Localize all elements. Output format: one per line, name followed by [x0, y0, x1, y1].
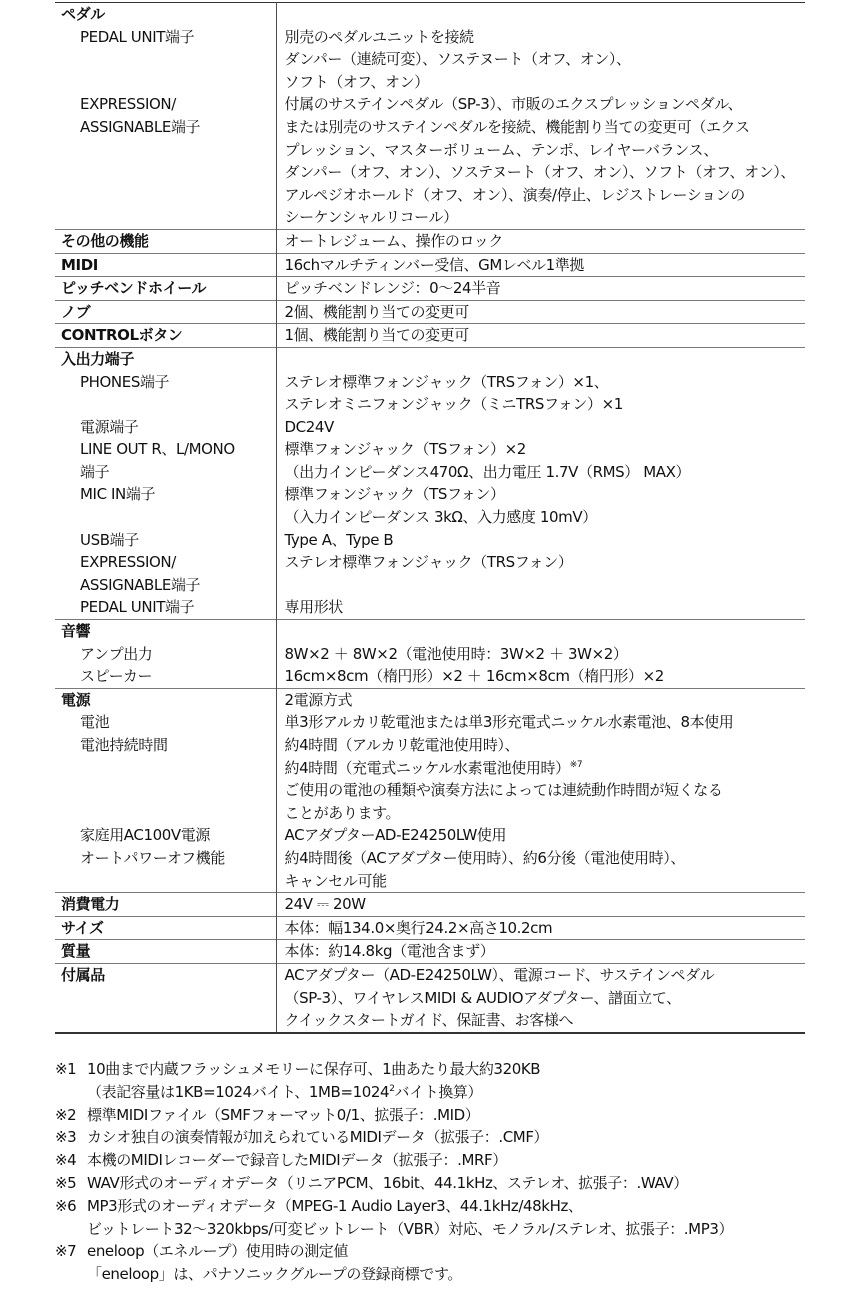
- spec-value: 8W×2 ＋ 8W×2（電池使用時：3W×2 ＋ 3W×2）: [284, 644, 628, 663]
- footnote-text: eneloop（エネループ）使用時の測定値 「eneloop」は、パナソニックグループの登録商標です。: [87, 1242, 462, 1284]
- spec-label-cell: [55, 847, 276, 893]
- spec-value: DC24V: [284, 417, 334, 436]
- spec-value: ACアダプター（AD-E24250LW）、電源コード、サステインペダル （SP-3）、ワイヤレスMIDI & AUDIOアダプター、譜面立て、 クイックスタートガイド、保証書、お客様へ: [276, 963, 805, 1032]
- spec-category-label: 入出力端子: [61, 349, 135, 368]
- spec-value: 標準フォンジャック（TSフォン）×2 （出力インピーダンス470Ω、出力電圧 1.7V（RMS） MAX）: [284, 440, 691, 481]
- spec-item-label: スピーカー: [80, 667, 153, 686]
- spec-label-cell: [55, 277, 276, 301]
- spec-label-cell: [55, 734, 276, 824]
- footnote-text: 標準MIDIファイル（SMFフォーマット0/1、拡張子：.MID）: [87, 1105, 480, 1124]
- spec-row: [55, 824, 805, 847]
- spec-value: 標準フォンジャック（TSフォン） （入力インピーダンス 3kΩ、入力感度 10mV）: [284, 485, 597, 527]
- spec-row: [55, 277, 805, 301]
- footnote-mark: ※4: [55, 1151, 77, 1170]
- spec-label-cell: [55, 416, 276, 439]
- footnote-mark: ※3: [55, 1128, 77, 1147]
- footnotes: [55, 1058, 815, 1286]
- spec-label-cell: [55, 26, 276, 94]
- spec-row: [55, 371, 805, 416]
- spec-category-label: CONTROLボタン: [61, 326, 183, 345]
- footnote-text: MP3形式のオーディオデータ（MPEG-1 Audio Layer3、44.1kHz/48kHz、 ビットレート32～320kbps/可変ビットレート（VBR）対応、モノラル/ステレオ、拡張子：.MP3）: [87, 1196, 734, 1238]
- spec-label-cell: [55, 916, 276, 940]
- footnote-text: 10曲まで内蔵フラッシュメモリーに保存可、1曲あたり最大約320KB （表記容量は1KB=1024バイト、$1MB=1024^2$バイト換算）: [87, 1060, 541, 1101]
- spec-value: 別売のペダルユニットを接続 ダンパー（連続可変）、ソステヌート（オフ、オン）、 ソフト（オフ、オン）: [284, 27, 631, 91]
- spec-item-label: LINE OUT R、L/MONO 端子: [80, 440, 235, 481]
- spec-label-cell: [55, 643, 276, 666]
- spec-row: [55, 438, 805, 483]
- spec-item-label: MIC IN端子: [80, 485, 156, 504]
- footnote-text: カシオ独自の演奏情報が加えられているMIDIデータ（拡張子：.CMF）: [87, 1128, 549, 1147]
- footnote: [55, 1195, 815, 1241]
- spec-row: [55, 253, 805, 277]
- spec-label-cell: [55, 347, 276, 370]
- spec-row: [55, 26, 805, 94]
- spec-label-cell: [55, 300, 276, 324]
- spec-label-cell: [55, 483, 276, 528]
- footnote: [55, 1104, 815, 1127]
- spec-row: [55, 93, 805, 229]
- spec-row: [55, 734, 805, 824]
- footnote: [55, 1240, 815, 1286]
- spec-row: [55, 596, 805, 619]
- spec-item-label: 電池持続時間: [80, 736, 168, 754]
- spec-value: 付属のサステインペダル（SP-3）、市販のエクスプレッションペダル、 または別売のサステインペダルを接続、機能割り当ての変更可（エクス プレッション、マスターボリューム、テンポ、レイヤーバランス、 ダンパー（オフ、オン）、ソステヌート（オフ、オン）、ソフト（オフ、オン）、 アルペジオホールド（オフ、オン）、演奏/停止、レジストレーションの シーケンシャルリコール）: [284, 95, 796, 227]
- footnote-mark: ※2: [55, 1105, 77, 1124]
- spec-value: 本体：約14.8kg（電池含まず）: [276, 940, 805, 964]
- spec-label-cell: [55, 371, 276, 416]
- spec-row: [55, 665, 805, 688]
- spec-label-cell: [55, 3, 276, 26]
- spec-value: [276, 3, 805, 26]
- spec-category-label: ノブ: [61, 302, 91, 321]
- spec-value: 約4時間（アルカリ乾電池使用時）、 約4時間（充電式ニッケル水素電池使用時）$^{※7}$ ご使用の電池の種類や演奏方法によっては連続動作時間が短くなる ことがあります。: [284, 736, 723, 822]
- footnote-text: 本機のMIDIレコーダーで録音したMIDIデータ（拡張子：.MRF）: [87, 1151, 507, 1170]
- spec-label-cell: [55, 529, 276, 552]
- spec-label-cell: [55, 253, 276, 277]
- spec-label-cell: [55, 324, 276, 348]
- spec-item-label: EXPRESSION/ ASSIGNABLE端子: [80, 553, 201, 594]
- spec-row: [55, 3, 805, 26]
- spec-value: オートレジューム、操作のロック: [276, 229, 805, 253]
- spec-item-label: USB端子: [80, 530, 139, 549]
- spec-row: [55, 963, 805, 1032]
- spec-row: [55, 529, 805, 552]
- spec-category-label: 消費電力: [61, 895, 120, 914]
- spec-label-cell: [55, 893, 276, 917]
- spec-table: [55, 2, 805, 1034]
- spec-category-label: サイズ: [61, 918, 104, 937]
- spec-category-label: 音響: [61, 622, 91, 641]
- spec-row: [55, 643, 805, 666]
- spec-value: 本体：幅134.0×奥行24.2×高さ10.2cm: [276, 916, 805, 940]
- spec-item-label: 家庭用AC100V電源: [80, 826, 210, 845]
- spec-label-cell: [55, 711, 276, 734]
- spec-label-cell: [55, 93, 276, 229]
- footnote: [55, 1058, 815, 1104]
- spec-category-label: MIDI: [61, 255, 98, 274]
- spec-label-cell: [55, 438, 276, 483]
- spec-item-label: EXPRESSION/ ASSIGNABLE端子: [80, 95, 201, 136]
- spec-row: [55, 847, 805, 893]
- spec-value: [276, 620, 805, 643]
- footnote-mark: ※1: [55, 1060, 77, 1078]
- spec-value: 16chマルチティンバー受信、GMレベル1準拠: [276, 253, 805, 277]
- spec-item-label: PHONES端子: [80, 372, 170, 391]
- spec-label-cell: [55, 940, 276, 964]
- spec-category-label: 付属品: [61, 965, 105, 984]
- spec-value: 約4時間後（ACアダプター使用時）、約6分後（電池使用時）、 キャンセル可能: [284, 848, 685, 890]
- spec-label-cell: [55, 229, 276, 253]
- spec-row: [55, 620, 805, 643]
- spec-value: 単3形アルカリ乾電池または単3形充電式ニッケル水素電池、8本使用: [284, 713, 734, 732]
- spec-row: [55, 916, 805, 940]
- spec-row: [55, 347, 805, 370]
- spec-value: 専用形状: [284, 598, 343, 617]
- spec-category-label: 質量: [61, 942, 91, 961]
- spec-item-label: オートパワーオフ機能: [80, 848, 225, 867]
- spec-label-cell: [55, 551, 276, 596]
- spec-row: [55, 483, 805, 528]
- spec-value: ACアダプターAD-E24250LW使用: [284, 826, 507, 845]
- spec-row: [55, 688, 805, 711]
- spec-label-cell: [55, 688, 276, 711]
- spec-item-label: 電池: [80, 713, 110, 732]
- spec-label-cell: [55, 963, 276, 1032]
- spec-item-label: PEDAL UNIT端子: [80, 598, 195, 617]
- footnote: [55, 1172, 815, 1195]
- spec-category-label: ペダル: [61, 5, 105, 23]
- spec-category-label: 電源: [61, 690, 91, 709]
- spec-row: [55, 324, 805, 348]
- spec-item-label: 電源端子: [80, 417, 139, 436]
- spec-row: [55, 893, 805, 917]
- footnote-mark: ※5: [55, 1173, 77, 1192]
- spec-value: ステレオ標準フォンジャック（TRSフォン）×1、 ステレオミニフォンジャック（ミニTRSフォン）×1: [284, 372, 623, 414]
- spec-row: [55, 229, 805, 253]
- spec-label-cell: [55, 620, 276, 643]
- footnote: [55, 1126, 815, 1149]
- footnote-text: WAV形式のオーディオデータ（リニアPCM、16bit、44.1kHz、ステレオ、拡張子：.WAV）: [87, 1173, 688, 1192]
- spec-row: [55, 940, 805, 964]
- spec-value: 16cm×8cm（楕円形）×2 ＋ 16cm×8cm（楕円形）×2: [284, 667, 664, 686]
- spec-item-label: アンプ出力: [80, 644, 153, 663]
- spec-value: 1個、機能割り当ての変更可: [276, 324, 805, 348]
- spec-label-cell: [55, 824, 276, 847]
- spec-row: [55, 300, 805, 324]
- spec-value: [276, 347, 805, 370]
- spec-label-cell: [55, 596, 276, 619]
- spec-category-label: その他の機能: [61, 231, 149, 250]
- footnote-mark: ※7: [55, 1242, 77, 1261]
- spec-category-label: ピッチベンドホイール: [61, 279, 207, 298]
- footnote: [55, 1149, 815, 1172]
- spec-value: 24V ⎓ 20W: [276, 893, 805, 917]
- spec-value: 2電源方式: [276, 688, 805, 711]
- spec-label-cell: [55, 665, 276, 688]
- spec-value: Type A、Type B: [284, 530, 394, 549]
- spec-row: [55, 416, 805, 439]
- footnote-mark: ※6: [55, 1196, 77, 1215]
- spec-row: [55, 551, 805, 596]
- spec-value: ピッチベンドレンジ：0～24半音: [276, 277, 805, 301]
- spec-value: ステレオ標準フォンジャック（TRSフォン）: [284, 553, 573, 572]
- spec-item-label: PEDAL UNIT端子: [80, 27, 195, 46]
- spec-value: 2個、機能割り当ての変更可: [276, 300, 805, 324]
- spec-row: [55, 711, 805, 734]
